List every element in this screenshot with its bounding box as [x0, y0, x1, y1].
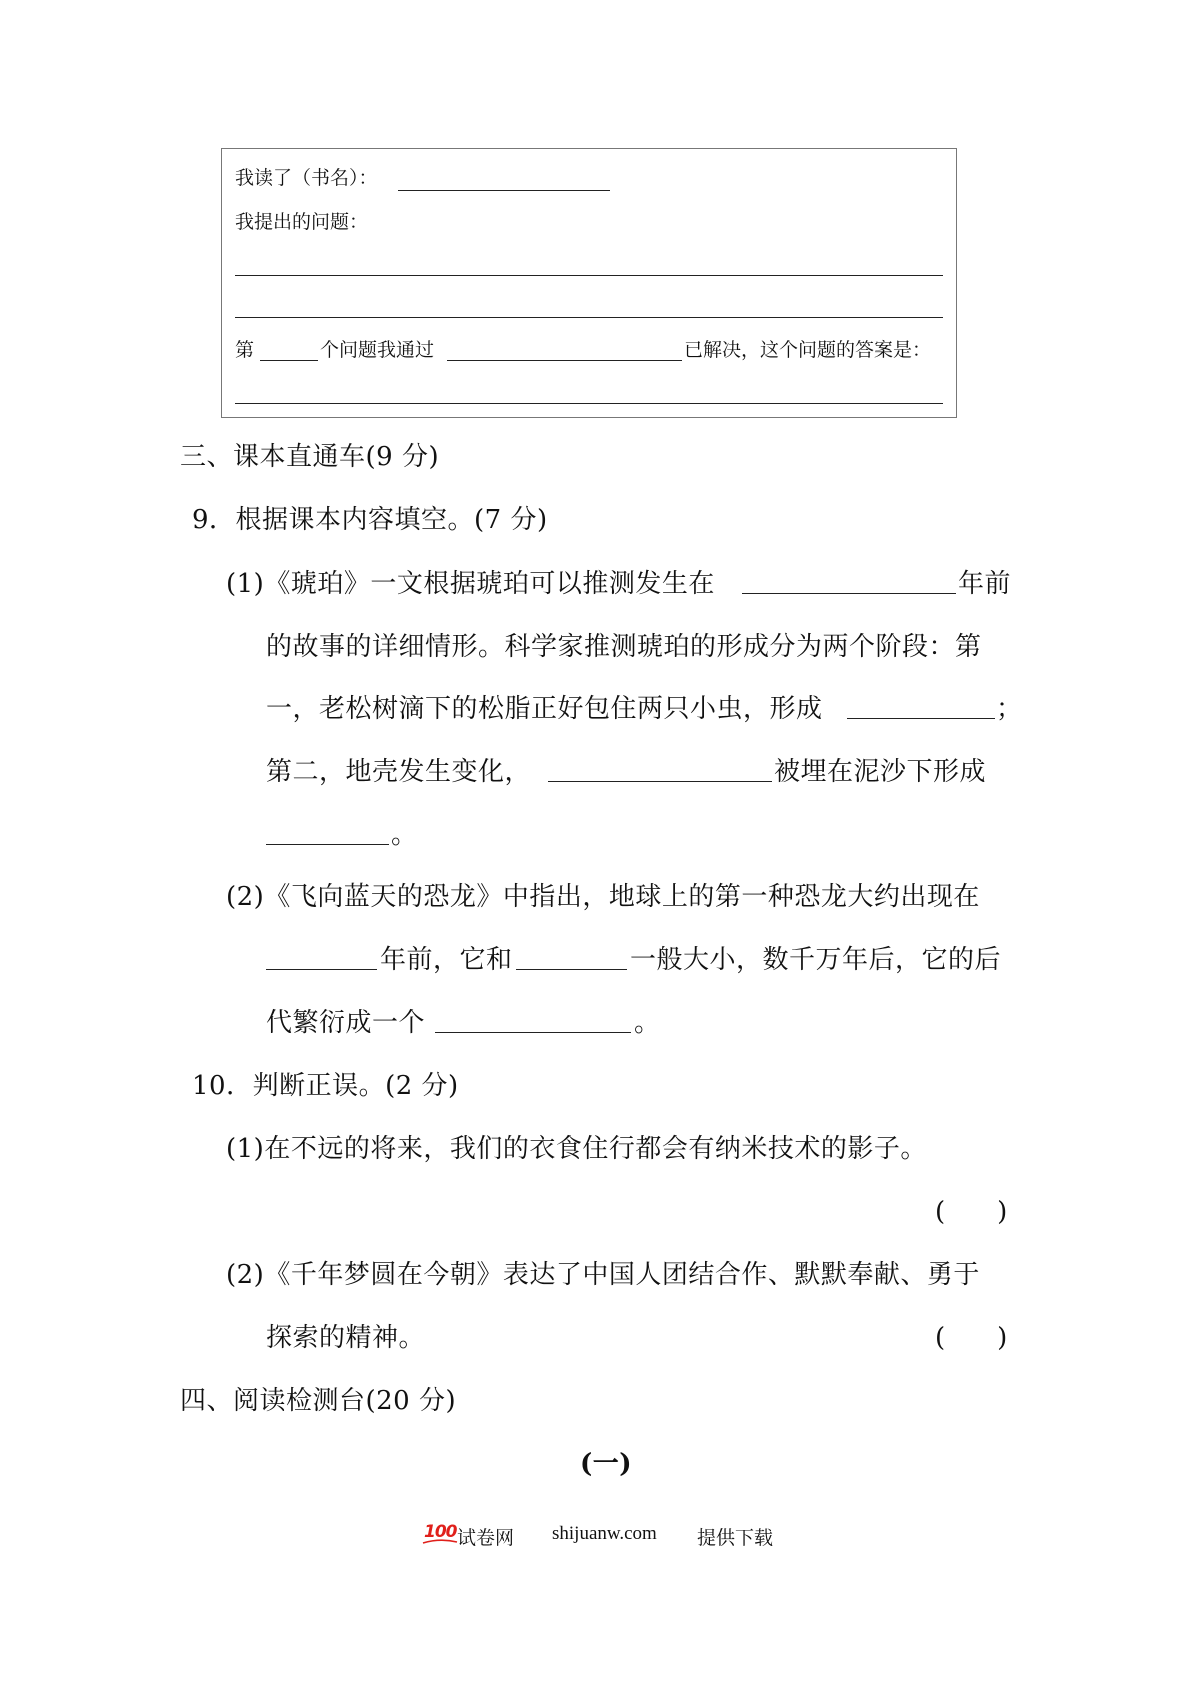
q10-item1: (1)在不远的将来，我们的衣食住行都会有纳米技术的影子。: [226, 1134, 927, 1164]
q9-p1-line5-b: 。: [391, 820, 418, 850]
q10-item2-line2: 探索的精神。: [266, 1323, 426, 1353]
method-blank[interactable]: [447, 360, 682, 361]
q9-p1-line1-b: 年前: [958, 569, 1012, 599]
question-line-2[interactable]: [235, 317, 943, 318]
question-line-1[interactable]: [235, 275, 943, 276]
q9-p2-line3-a: 代繁衍成一个: [266, 1008, 426, 1038]
solved-suffix: 已解决，这个问题的答案是：: [684, 339, 932, 361]
q9-p1-line3-a: 一，老松树滴下的松脂正好包住两只小虫，形成: [266, 694, 823, 724]
q9-blank-size[interactable]: [516, 969, 627, 970]
q9-p2-line1: (2)《飞向蓝天的恐龙》中指出，地球上的第一种恐龙大约出现在: [226, 882, 980, 912]
logo-text: 试卷网: [457, 1527, 515, 1549]
solved-mid: 个问题我通过: [320, 339, 435, 361]
solved-prefix: 第: [235, 339, 255, 361]
question-label: 我提出的问题：: [235, 211, 369, 233]
section4-heading: 四、阅读检测台(20 分): [180, 1386, 457, 1416]
logo-swoosh-icon: [422, 1539, 458, 1545]
q9-blank-formed[interactable]: [266, 844, 389, 845]
q9-p2-line3-b: 。: [634, 1008, 661, 1038]
q10-title: 10．判断正误。(2 分): [192, 1071, 459, 1101]
q9-p1-line3-b: ；: [996, 694, 1023, 724]
q9-p1-line2: 的故事的详细情形。科学家推测琥珀的形成分为两个阶段：第: [266, 632, 982, 662]
q10-item2-answer[interactable]: ( ): [935, 1323, 1008, 1353]
footer-note: 提供下载: [697, 1527, 774, 1549]
q9-p2-line2-a: 年前，它和: [380, 945, 513, 975]
section4-subheading: (一): [580, 1449, 633, 1479]
answer-line[interactable]: [235, 403, 943, 404]
q9-p2-line2-b: 一般大小，数千万年后，它的后: [630, 945, 1002, 975]
q10-item1-answer[interactable]: ( ): [935, 1197, 1008, 1227]
q9-p1-line1-a: (1)《琥珀》一文根据琥珀可以推测发生在: [226, 569, 715, 599]
q9-blank-family[interactable]: [435, 1032, 631, 1033]
q9-blank-stage2[interactable]: [548, 781, 772, 782]
book-name-blank[interactable]: [398, 190, 610, 191]
q9-blank-years[interactable]: [742, 593, 956, 594]
q9-title: 9．根据课本内容填空。(7 分): [192, 505, 548, 535]
q9-blank-dino-years[interactable]: [266, 969, 377, 970]
question-number-blank[interactable]: [260, 360, 318, 361]
site-url[interactable]: shijuanw.com: [552, 1523, 657, 1544]
q9-p1-line4-a: 第二，地壳发生变化，: [266, 757, 532, 787]
section3-heading: 三、课本直通车(9 分): [180, 442, 440, 472]
q10-item2-line1: (2)《千年梦圆在今朝》表达了中国人团结合作、默默奉献、勇于: [226, 1260, 980, 1290]
q9-blank-stage1[interactable]: [847, 718, 995, 719]
book-name-label: 我读了（书名）：: [235, 167, 378, 189]
q9-p1-line4-b: 被埋在泥沙下形成: [774, 757, 987, 787]
footer: [0, 1522, 1191, 1552]
site-logo: 100: [424, 1522, 457, 1542]
